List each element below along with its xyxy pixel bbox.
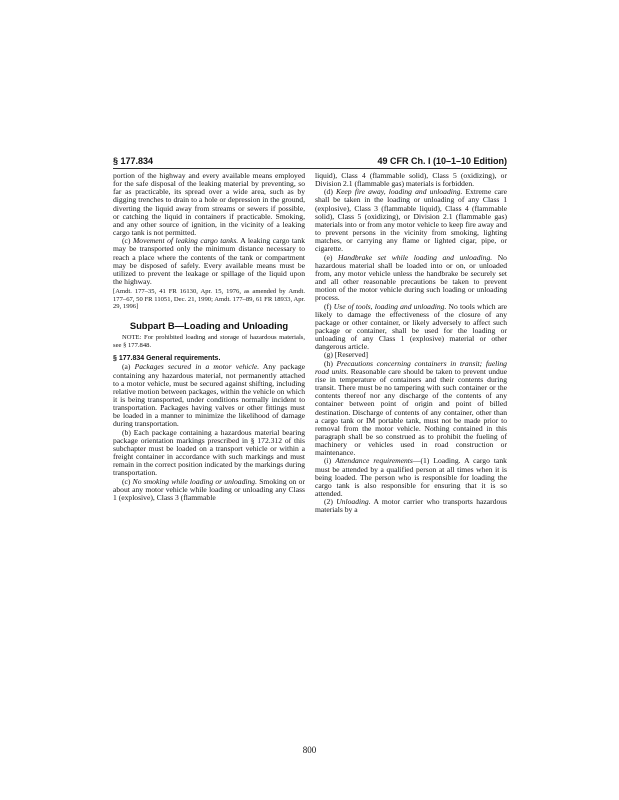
paragraph-label: (e) (324, 252, 333, 262)
right-column (315, 172, 507, 515)
paragraph-f-tools (315, 303, 507, 352)
paragraph-text: No hazardous material shall be loaded into or on, or unloaded from, any motor vehicle unless the handbrake be securely set and all other reasonable precautions be taken to prevent motion of the motor vehicle during such loading or unloading process. (315, 252, 507, 303)
page-number: 800 (302, 745, 317, 755)
paragraph-i-attendance (315, 457, 507, 498)
paragraph-g-reserved: (g) [Reserved] (324, 350, 369, 360)
paragraph-label: (d) (324, 187, 333, 197)
paragraph-text: A leaking cargo tank may be transported only the minimum distance necessary to reach a place where the contents of the tank or compartment may be disposed of safely. Every available means must be utilized to prevent the leakage or spillage of the liquid upon the highway. (113, 236, 306, 287)
paragraph-h-precautions (315, 360, 507, 458)
paragraph-label: (a) (122, 362, 131, 372)
paragraph-text: Any package containing any hazardous material, not permanently attached to a motor vehicle, must be secured against shifting, including relative motion between packages, within the vehicle on which it is being transported, under conditions normally incident to transportation. Packages having valves or other fittings must be loaded in a manner to minimize the likelihood of damage during transportation. (113, 362, 305, 429)
paragraph-title: Precautions concerning containers in transit; fueling road units. (315, 358, 507, 376)
subpart-heading: Subpart B—Loading and Unloading (129, 320, 289, 332)
paragraph-c-no-smoking (113, 478, 305, 502)
paragraph-label: (c) (122, 236, 131, 246)
paragraph-text: Extreme care shall be taken in the loading or unloading of any Class 1 (explosive), Class 3 (flammable liquid), Class 4 (flammable solid), Class 5 (oxidizing), or Division 2.1 (flammable gas) materials into or from any motor vehicle to keep fire away and to prevent persons in the vicinity from smoking, lighting matches, or carrying any flame or lighted cigar, pipe, or cigarette. (315, 187, 507, 254)
running-head-section: § 177.834 (113, 156, 154, 166)
running-head-volume: 49 CFR Ch. I (10–1–10 Edition) (377, 156, 507, 166)
paragraph-title: No smoking while loading or unloading. (132, 476, 257, 486)
paragraph-label: (c) (122, 476, 131, 486)
paragraph-text: Smoking on or about any motor vehicle while loading or unloading any Class 1 (explosive), Class 3 (flammable (113, 476, 305, 502)
paragraph-continuation: liquid), Class 4 (flammable solid), Class 5 (oxidizing), or Division 2.1 (flammable gas) materials is forbidden. (315, 171, 507, 189)
paragraph-title: Attendance requirements (335, 456, 413, 466)
paragraph-a-packages-secured (113, 363, 305, 428)
paragraph-text: No tools which are likely to damage the effectiveness of the closure of any package or other container, or likely adversely to affect such package or container, shall be used for the loading or unloading of any Class 1 (explosive) material or other dangerous article. (315, 301, 507, 352)
paragraph-title: Packages secured in a motor vehicle. (134, 362, 260, 372)
paragraph-title: Unloading. (336, 497, 371, 507)
paragraph-i2-unloading (315, 498, 507, 514)
paragraph-c-leaking-tanks (113, 237, 305, 286)
paragraph-label: (h) (324, 358, 333, 368)
paragraph-label: (i) (324, 456, 332, 466)
paragraph-continuation: portion of the highway and every available means employed for the safe disposal of the leaking material by preventing, so far as practicable, its spread over a wide area, such as by digging trenches to drain to a hole or depression in the ground, diverting the liquid away from streams or sewers if possible, or catching the liquid in containers if practicable. Smoking, and any other source of ignition, in the vicinity of a leaking cargo tank is not permitted. (113, 171, 305, 238)
paragraph-title: Use of tools, loading and unloading. (333, 301, 447, 311)
header-rule (113, 168, 507, 169)
paragraph-d-keep-fire-away (315, 188, 507, 253)
left-column (113, 172, 305, 502)
section-heading: § 177.834 General requirements. (113, 355, 221, 363)
paragraph-text: A motor carrier who transports hazardous materials by a (315, 497, 507, 515)
paragraph-title: Handbrake set while loading and unloading. (338, 252, 493, 262)
paragraph-text: —(1) Loading. A cargo tank must be attended by a qualified person at all times when it is being loaded. The person who is responsible for loading the cargo tank is also responsible for ensuring that it is so attended. (315, 456, 507, 499)
paragraph-label: (2) (324, 497, 333, 507)
paragraph-label: (f) (324, 301, 332, 311)
paragraph-title: Movement of leaking cargo tanks. (132, 236, 239, 246)
amendment-citation: [Amdt. 177–35, 41 FR 16130, Apr. 15, 1976, as amended by Amdt. 177–67, 50 FR 11051, Dec. 21, 1990; Amdt. 177–89, 61 FR 18933, Apr. 29, 1996] (113, 288, 305, 310)
note: NOTE: For prohibited loading and storage of hazardous materials, see § 177.848. (113, 334, 305, 349)
paragraph-e-handbrake (315, 254, 507, 303)
paragraph-b-orientation: (b) Each package containing a hazardous material bearing package orientation markings prescribed in § 172.312 of this subchapter must be loaded on a transport vehicle or within a freight container in accordance with such markings and must remain in the correct position indicated by the markings during transportation. (113, 427, 305, 478)
paragraph-text: Reasonable care should be taken to prevent undue rise in temperature of containers and their contents during transit. There must be no tampering with such container or the contents thereof nor any discharge of the contents of any container between point of origin and point of billed destination. Discharge of contents of any container, other than a cargo tank or IM portable tank, must not be made prior to removal from the motor vehicle. Nothing contained in this paragraph shall be so construed as to prohibit the fueling of machinery or vehicles used in road construction or maintenance. (315, 366, 507, 458)
paragraph-title: Keep fire away, loading and unloading. (336, 187, 463, 197)
